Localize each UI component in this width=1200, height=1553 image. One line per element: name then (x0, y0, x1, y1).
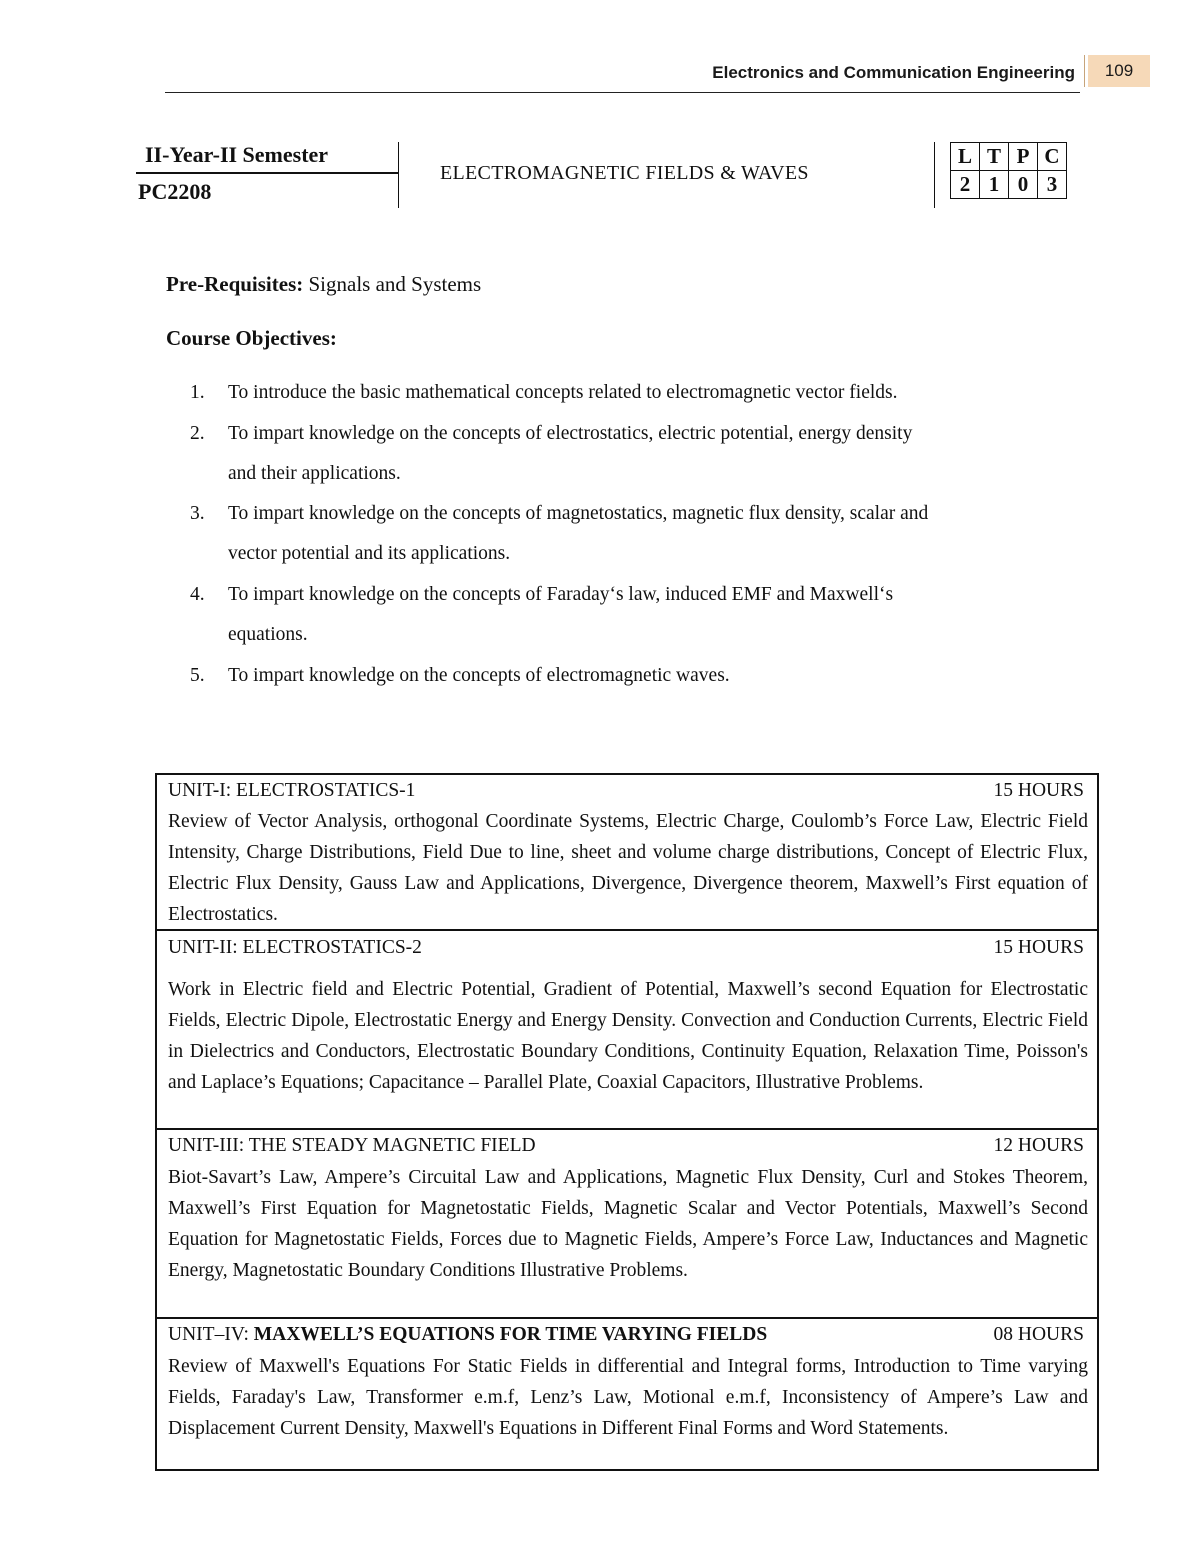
objective-text-line: To impart knowledge on the concepts of electrostatics, electric potential, energy density (228, 423, 913, 444)
course-box-divider-right (934, 142, 935, 208)
ltpc-header-t: T (980, 143, 1009, 171)
ltpc-header-c: C (1038, 143, 1067, 171)
ltpc-header-row (951, 143, 1067, 171)
course-title: ELECTROMAGNETIC FIELDS & WAVES (440, 162, 809, 184)
unit-title: UNIT-II: ELECTROSTATICS-2 (168, 937, 422, 958)
unit-hours: 15 HOURS (993, 780, 1084, 801)
unit-title-line (168, 1324, 767, 1346)
unit-hours: 15 HOURS (993, 937, 1084, 958)
unit-row-2 (157, 929, 1097, 1128)
objective-number: 3. (190, 503, 205, 524)
objective-text-line: To impart knowledge on the concepts of magnetostatics, magnetic flux density, scalar and (228, 503, 929, 524)
objective-number: 1. (190, 382, 205, 403)
page-number: 109 (1088, 55, 1150, 87)
page-tab-divider (1084, 55, 1085, 87)
ltpc-header-l: L (951, 143, 980, 171)
unit-title: UNIT-III: THE STEADY MAGNETIC FIELD (168, 1135, 536, 1156)
prerequisites-value: Signals and Systems (303, 272, 482, 296)
unit-content: Review of Maxwell's Equations For Static Fields in differential and Integral forms, Introduction to Time varying Fields, Faraday's Law, Transformer e.m.f, Lenz’s Law, Motional e.m.f, Inconsistency of Ampere’s Law and Displacement Current Density, Maxwell's Equations in Different Final Forms and Word Statements. (168, 1356, 1088, 1439)
department-header: Electronics and Communication Engineering (712, 63, 1075, 82)
objective-text-line: vector potential and its applications. (228, 543, 511, 564)
objective-number: 5. (190, 665, 205, 686)
objective-text-line: To introduce the basic mathematical concepts related to electromagnetic vector fields. (228, 382, 898, 403)
objective-number: 2. (190, 423, 205, 444)
objective-text-line: To impart knowledge on the concepts of electromagnetic waves. (228, 665, 730, 686)
unit-title: MAXWELL’S EQUATIONS FOR TIME VARYING FIELDS (253, 1324, 768, 1345)
units-table (155, 773, 1099, 1471)
ltpc-value-row (951, 171, 1067, 199)
unit-content: Work in Electric field and Electric Potential, Gradient of Potential, Maxwell’s second Equation for Electrostatic Fields, Electric Dipole, Electrostatic Energy and Energy Density. Convection and Conduction Currents, Electric Field in Dielectrics and Conductors, Electrostatic Boundary Conditions, Continuity Equation, Relaxation Time, Poisson's and Laplace’s Equations; Capacitance – Parallel Plate, Coaxial Capacitors, Illustrative Problems. (168, 979, 1088, 1093)
semester-divider (136, 172, 398, 174)
ltpc-header-p: P (1009, 143, 1038, 171)
unit-hours: 12 HOURS (993, 1135, 1084, 1156)
objective-number: 4. (190, 584, 205, 605)
unit-row-4 (157, 1317, 1097, 1469)
prerequisites (166, 272, 481, 297)
prerequisites-label: Pre-Requisites: (166, 272, 304, 296)
unit-row-3 (157, 1128, 1097, 1317)
ltpc-value-p: 0 (1009, 171, 1038, 199)
ltpc-table (950, 142, 1067, 199)
objective-text-line: To impart knowledge on the concepts of Faraday‘s law, induced EMF and Maxwell‘s (228, 584, 894, 605)
objective-text-line: equations. (228, 624, 308, 645)
objectives-heading: Course Objectives: (166, 326, 337, 350)
ltpc-value-c: 3 (1038, 171, 1067, 199)
header-rule (165, 92, 1080, 93)
unit-row-1 (157, 775, 1097, 929)
unit-content: Biot-Savart’s Law, Ampere’s Circuital Law and Applications, Magnetic Flux Density, Curl and Stokes Theorem, Maxwell’s First Equation for Magnetostatic Fields, Magnetic Scalar and Vector Potentials, Maxwell’s Second Equation for Magnetostatic Fields, Forces due to Magnetic Fields, Ampere’s Force Law, Inductances and Magnetic Energy, Magnetostatic Boundary Conditions Illustrative Problems. (168, 1167, 1088, 1281)
unit-content: Review of Vector Analysis, orthogonal Coordinate Systems, Electric Charge, Coulomb’s Force Law, Electric Field Intensity, Charge Distributions, Field Due to line, sheet and volume charge distributions, Concept of Electric Flux, Electric Flux Density, Gauss Law and Applications, Divergence, Divergence theorem, Maxwell’s First equation of Electrostatics. (168, 811, 1088, 925)
ltpc-value-l: 2 (951, 171, 980, 199)
ltpc-value-t: 1 (980, 171, 1009, 199)
objective-text-line: and their applications. (228, 463, 401, 484)
unit-title: UNIT-I: ELECTROSTATICS-1 (168, 780, 416, 801)
unit-title-prefix: UNIT–IV: (168, 1324, 254, 1345)
unit-hours: 08 HOURS (993, 1324, 1084, 1345)
course-box-divider-left (398, 142, 399, 208)
course-code: PC2208 (138, 179, 212, 204)
semester-label: II-Year-II Semester (145, 142, 329, 167)
